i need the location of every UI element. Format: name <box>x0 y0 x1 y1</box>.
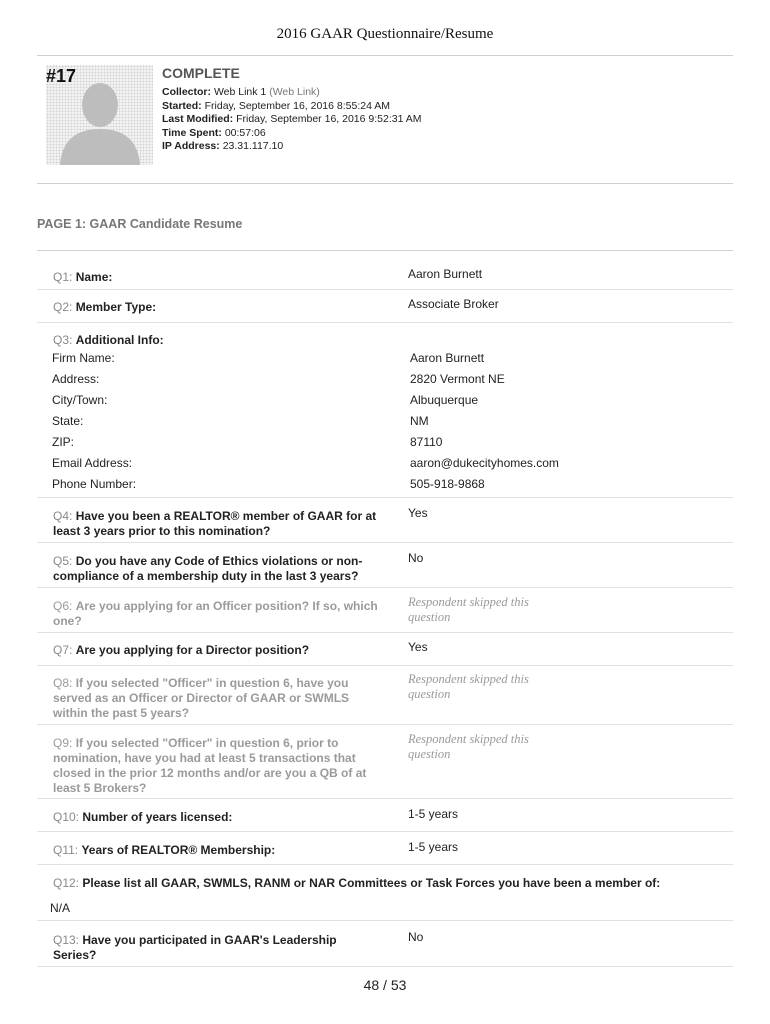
question-text: Number of years licensed: <box>82 810 233 824</box>
question-number: Q5: <box>53 554 73 568</box>
question-line <box>53 554 362 569</box>
question-text-continued: least 3 years prior to this nomination? <box>53 524 271 538</box>
question-text: Are you applying for an Officer position? If so, which <box>75 599 378 613</box>
state-label: State: <box>52 414 84 428</box>
last-modified-label: Last Modified: <box>162 113 234 125</box>
row-divider <box>37 798 733 799</box>
row-divider <box>37 665 733 666</box>
question-text: Additional Info: <box>75 333 164 347</box>
question-number: Q1: <box>53 270 73 284</box>
question-text: Do you have any Code of Ethics violations or non- <box>75 554 363 568</box>
row-divider <box>37 497 733 498</box>
question-text: Please list all GAAR, SWMLS, RANM or NAR Committees or Task Forces you have been a member of: <box>82 876 661 890</box>
question-text-continued: served as an Officer or Director of GAAR or SWMLS <box>53 691 350 705</box>
question-number: Q7: <box>53 643 73 657</box>
last-modified-value: Friday, September 16, 2016 9:52:31 AM <box>236 113 422 125</box>
question-line <box>53 676 349 691</box>
email-address-label: Email Address: <box>52 456 133 470</box>
row-divider <box>37 322 733 323</box>
answer-q5: No <box>408 551 424 565</box>
row-divider <box>37 724 733 725</box>
answer-q1: Aaron Burnett <box>408 267 483 281</box>
state-value: NM <box>410 414 429 428</box>
question-text: Member Type: <box>75 300 157 314</box>
skipped-note-continued: question <box>408 687 451 701</box>
firm-name-label: Firm Name: <box>52 351 115 365</box>
answer-q2: Associate Broker <box>408 297 499 311</box>
row-divider <box>37 864 733 865</box>
answer-q7: Yes <box>408 640 428 654</box>
question-text: Have you been a REALTOR® member of GAAR for at <box>75 509 377 523</box>
answer-q4: Yes <box>408 506 428 520</box>
started-label: Started: <box>162 99 202 112</box>
question-number: Q8: <box>53 676 73 690</box>
collector-type: (Web Link) <box>269 86 320 98</box>
row-divider <box>37 920 733 921</box>
question-text: Years of REALTOR® Membership: <box>81 843 276 857</box>
question-q1 <box>53 270 112 285</box>
question-q4 <box>53 509 376 539</box>
skipped-note-continued: question <box>408 747 451 761</box>
row-divider <box>37 542 733 543</box>
page-number: 48 / 53 <box>363 977 407 993</box>
page-heading: PAGE 1: GAAR Candidate Resume <box>37 217 243 231</box>
ip-address-value: 23.31.117.10 <box>222 140 284 152</box>
question-number: Q12: <box>53 876 80 890</box>
time-spent-line <box>162 127 422 141</box>
city-town-label: City/Town: <box>52 393 108 407</box>
row-divider <box>37 831 733 832</box>
ip-address-line <box>162 140 422 154</box>
question-line <box>53 736 366 751</box>
row-divider <box>37 966 733 967</box>
skipped-note: Respondent skipped this <box>408 672 529 686</box>
question-q5 <box>53 554 362 584</box>
question-number: Q10: <box>53 810 80 824</box>
zip-label: ZIP: <box>52 435 75 449</box>
question-q7 <box>53 643 309 658</box>
firm-name-value: Aaron Burnett <box>410 351 485 365</box>
question-number: Q11: <box>53 843 79 857</box>
question-line <box>53 509 376 524</box>
row-divider <box>37 289 733 290</box>
answer-q6-skipped <box>408 595 529 625</box>
time-spent-label: Time Spent: <box>162 126 222 139</box>
question-q10 <box>53 810 232 825</box>
question-q3 <box>53 333 164 348</box>
phone-number-label: Phone Number: <box>52 477 137 491</box>
ip-address-label: IP Address: <box>162 140 220 152</box>
question-number: Q9: <box>53 736 73 750</box>
question-q13 <box>53 933 337 963</box>
question-text-continued: compliance of a membership duty in the last 3 years? <box>53 569 359 583</box>
address-value: 2820 Vermont NE <box>410 372 505 386</box>
page-heading-divider <box>37 250 733 251</box>
question-text: Have you participated in GAAR's Leadership <box>82 933 337 947</box>
collector-line <box>162 86 422 100</box>
email-address-value: aaron@dukecityhomes.com <box>410 456 559 470</box>
answer-q8-skipped <box>408 672 529 702</box>
city-town-value: Albuquerque <box>410 393 479 407</box>
answer-q10: 1-5 years <box>408 807 459 821</box>
question-text: If you selected "Officer" in question 6, prior to <box>75 736 339 750</box>
zip-value: 87110 <box>410 435 443 449</box>
question-line <box>53 933 337 948</box>
question-text-continued: one? <box>53 614 82 628</box>
answer-q11: 1-5 years <box>408 840 459 854</box>
question-q8 <box>53 676 349 721</box>
question-q6 <box>53 599 378 629</box>
collector-value: Web Link 1 <box>213 86 267 98</box>
header-divider <box>37 55 733 56</box>
skipped-note: Respondent skipped this <box>408 595 529 609</box>
row-divider <box>37 632 733 633</box>
respondent-number: #17 <box>46 66 77 86</box>
answer-q13: No <box>408 930 424 944</box>
time-spent-value: 00:57:06 <box>224 126 266 139</box>
respondent-meta <box>162 86 422 154</box>
answer-q9-skipped <box>408 732 529 762</box>
question-text-continued: nomination, have you had at least 5 transactions that <box>53 751 356 765</box>
question-q2 <box>53 300 156 315</box>
question-line <box>53 599 378 614</box>
started-value: Friday, September 16, 2016 8:55:24 AM <box>204 99 391 112</box>
question-number: Q13: <box>53 933 80 947</box>
question-text: If you selected "Officer" in question 6, have you <box>75 676 349 690</box>
question-number: Q3: <box>53 333 73 347</box>
question-number: Q2: <box>53 300 73 314</box>
skipped-note: Respondent skipped this <box>408 732 529 746</box>
phone-number-value: 505-918-9868 <box>410 477 485 491</box>
question-text-continued: closed in the prior 12 months and/or are you a QB of at <box>53 766 367 780</box>
question-number: Q4: <box>53 509 73 523</box>
question-q12 <box>53 876 660 891</box>
started-line <box>162 100 422 114</box>
collector-label: Collector: <box>162 86 212 98</box>
question-text-continued: within the past 5 years? <box>53 706 190 720</box>
row-divider <box>37 587 733 588</box>
question-text: Name: <box>75 270 113 284</box>
skipped-note-continued: question <box>408 610 451 624</box>
question-q11 <box>53 843 275 858</box>
question-text-continued: least 5 Brokers? <box>53 781 147 795</box>
question-number: Q6: <box>53 599 73 613</box>
question-q9 <box>53 736 366 796</box>
address-label: Address: <box>52 372 100 386</box>
status-badge: COMPLETE <box>162 65 240 81</box>
respondent-divider <box>37 183 733 184</box>
question-text: Are you applying for a Director position? <box>75 643 310 657</box>
document-title: 2016 GAAR Questionnaire/Resume <box>276 26 494 42</box>
answer-q12: N/A <box>50 901 71 915</box>
last-modified-line <box>162 113 422 127</box>
question-text-continued: Series? <box>53 948 97 962</box>
